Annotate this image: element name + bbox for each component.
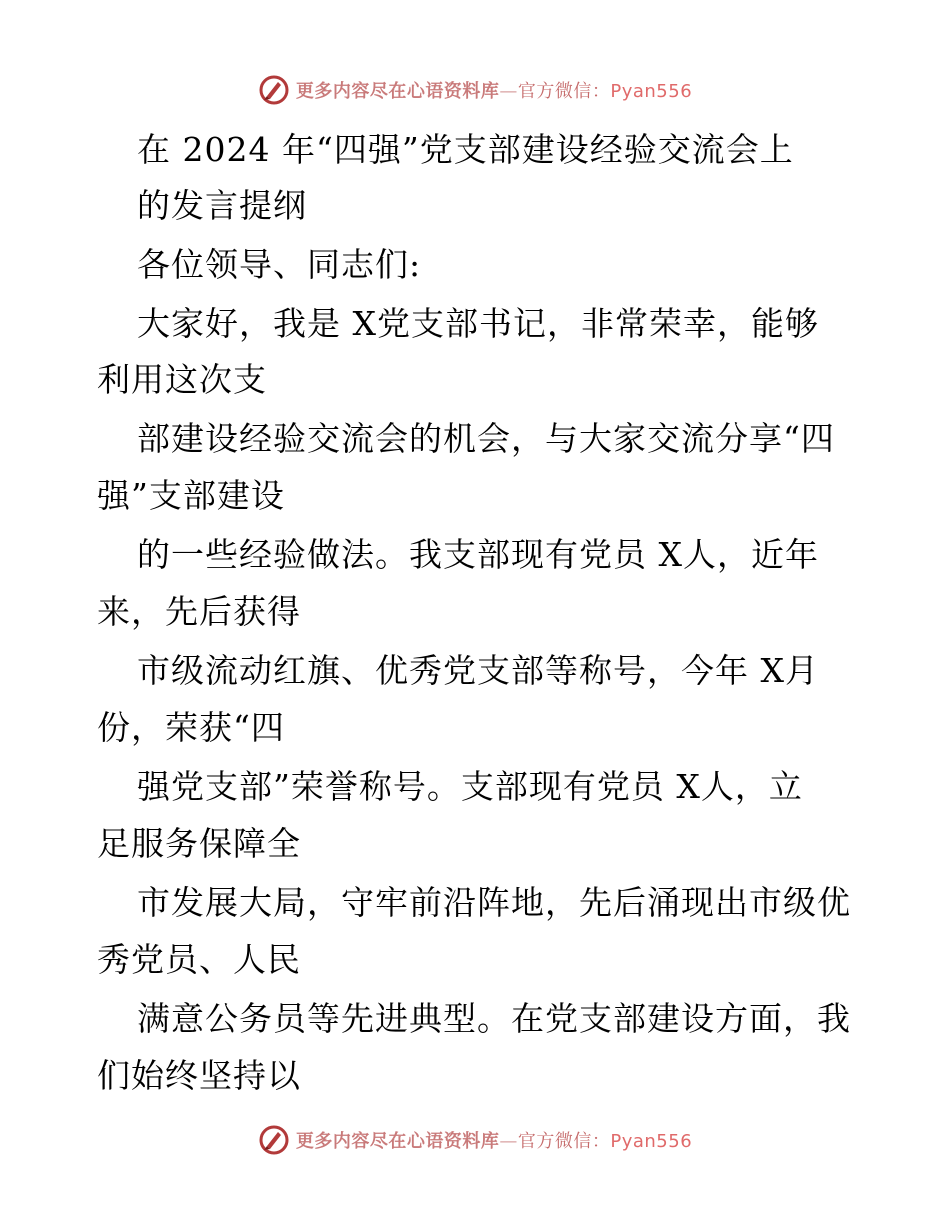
watermark-site: 更多内容尽在心语资料库 xyxy=(295,1131,500,1152)
text-line: 足服务保障全 xyxy=(97,824,301,863)
text-line: 们始终坚持以 xyxy=(97,1056,301,1095)
header-watermark xyxy=(0,70,950,110)
text-line: 市级流动红旗、优秀党支部等称号，今年 X月 xyxy=(137,651,819,690)
salutation: 各位领导、同志们: xyxy=(137,245,422,284)
watermark-wechat-id: Pyan556 xyxy=(610,81,693,102)
text-line: 大家好，我是 X党支部书记，非常荣幸，能够 xyxy=(137,304,819,343)
title-line-1: 在 2024 年“四强”党支部建设经验交流会上 xyxy=(137,130,794,169)
text-line: 的一些经验做法。我支部现有党员 X人，近年 xyxy=(137,535,819,574)
watermark-site: 更多内容尽在心语资料库 xyxy=(295,81,500,102)
text-line: 满意公务员等先进典型。在党支部建设方面，我 xyxy=(137,999,851,1038)
text-line: 来，先后获得 xyxy=(97,592,301,631)
text-line: 市发展大局，守牢前沿阵地，先后涌现出市级优 xyxy=(137,883,851,922)
text-line: 秀党员、人民 xyxy=(97,940,301,979)
text-line: 强党支部”荣誉称号。支部现有党员 X人，立 xyxy=(137,767,803,806)
footer-watermark xyxy=(0,1120,950,1160)
watermark-wechat-label: 官方微信： xyxy=(517,1131,611,1152)
watermark-text xyxy=(296,1127,692,1153)
text-line: 部建设经验交流会的机会，与大家交流分享“四 xyxy=(137,419,835,458)
text-line: 份，荣获“四 xyxy=(97,708,285,747)
watermark-dash: — xyxy=(499,81,518,102)
watermark-wechat-label: 官方微信： xyxy=(517,81,611,102)
watermark-text xyxy=(296,77,692,103)
logo-icon xyxy=(258,1124,290,1156)
title-line-2: 的发言提纲 xyxy=(137,186,307,225)
watermark-dash: — xyxy=(499,1131,518,1152)
text-line: 强”支部建设 xyxy=(97,476,285,515)
logo-icon xyxy=(258,74,290,106)
text-line: 利用这次支 xyxy=(97,360,267,399)
watermark-wechat-id: Pyan556 xyxy=(610,1131,693,1152)
